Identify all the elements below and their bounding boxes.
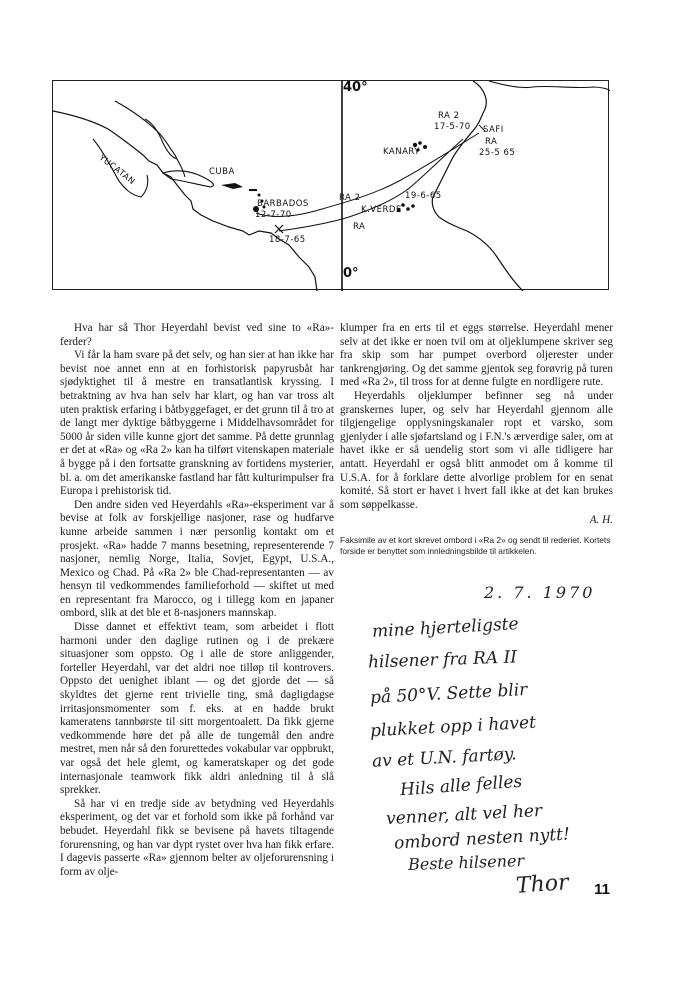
paragraph: Så har vi en tredje side av betydning ved Heyerdahls eksperiment, og det var et forhold som ikke på forhånd var bebudet. Heyerdahl fikk se bevisene på havets tiltagende forurensning, og han var dypt rystet over hva han fikk erfare. I dagevis passerte «Ra» gjennom belter av oljeforurensning i form av olje-: [60, 797, 334, 878]
iberia-coastline: [489, 81, 610, 91]
paragraph: Disse dannet et effektivt team, som arbeidet i flott harmoni under den daglige rutinen og i de prekære situasjoner som oppsto. Og i alle de store anliggender, forteller Heyerdahl, var det aldri noe tilløp til kontrovers. Oppsto det uenighet iblant — og det gjorde det — så skyldtes det gjerne rent trivielle ting, små dagligdagse irritasjonsmomenter som f. eks. at en hadde brukt kameratens tannbørste til sitt morgentoalett. Da fikk gjerne vedkommende høre det på alle de tungemål den andre mestret, men når så den forurettedes vokabular var oppbrukt, var også det hele glemt, og kameratskaper og det gode internasjonale teamwork fikk aldri anledning til å slå sprekker.: [60, 621, 334, 797]
latitude-40-label: 40°: [343, 80, 368, 95]
kverde-label: K.VERDE: [361, 205, 402, 215]
cuba-island: [163, 171, 213, 187]
handwritten-date: 2. 7. 1970: [484, 583, 596, 602]
latitude-0-label: 0°: [343, 266, 359, 281]
paragraph: Heyerdahls oljeklumper befinner seg nå under granskernes luper, og selv har Heyerdahl gjennom alle tilgjengelige opplysningskanaler ropt et varsko, som gjenlyder i alle sjøfartsland og i F.N.'s ærverdige saler, om at havet ikke er så uendelig stort som vi alle tidligere har antatt. Heyerdahl er også blitt anmodet om å komme til U.S.A. for å forklare dette alvorlige problem for en senat komité. Så stort er havet i hvert fall ikke at det kan brukes som søppelkasse.: [340, 389, 613, 511]
kanary-label: KANARY: [383, 147, 420, 157]
hispaniola-island: [221, 183, 243, 189]
handwritten-line: mine hjerteligste: [371, 614, 520, 642]
ra-end-marker: [275, 225, 283, 233]
facsimile-caption: Faksimile av et kort skrevet ombord i «Ra 2» og sendt til rederiet. Kortets forside er benyttet som innledningsbilde til artikkelen.: [340, 535, 611, 556]
paragraph: klumper fra en erts til et eggs størrelse. Heyerdahl mener selv at det ikke er noen tvil om at oljeklumpene skriver seg fra skip som har pumpet overbord oljerester under tankrengjøring. Og det samme gjentok seg forøvrig på turen med «Ra 2», til tross for at denne fulgte en nordligere rute.: [340, 322, 613, 389]
gulf-coast: [115, 101, 185, 177]
ra-low-label: RA: [353, 222, 366, 232]
cuba-label: CUBA: [209, 167, 235, 177]
article-column-left: [60, 322, 334, 879]
article-column-right: [340, 322, 613, 528]
handwritten-line: Hils alle felles: [399, 771, 523, 801]
barbados-label: BARBADOS: [257, 199, 309, 209]
ra-label: RA: [485, 137, 498, 147]
route-map: [52, 80, 609, 290]
page-number: 11: [594, 881, 610, 898]
paragraph: Vi får la ham svare på det selv, og han sier at han ikke har bevist noe annet enn at en forhistorisk papyrusbåt har sjødyktighet til å mestre en transatlantisk kryssing. I betraktning av hva han selv har klart, og han var tross alt uten praktisk erfaring i båtbyggefaget, er det grunn til å tro at de langt mer dyktige båtbyggerne i Middelhavsområdet for 5000 år siden ville kunne gjort det samme. På dette grunnlag er det at «Ra» og «Ra 2» kan ha tilført vitenskapen materiale å bygge på i den fortsatte granskning av fortidens mysterier, bl. a. om det amerikanske fastland har fått kulturimpulser fra Europa i prehistorisk tid.: [60, 349, 334, 498]
yucatan-label: YUCATAN: [96, 153, 137, 188]
paragraph: Hva har så Thor Heyerdahl bevist ved sine to «Ra»-ferder?: [60, 322, 334, 348]
barbados-date-label: 12-7-70: [255, 210, 292, 220]
article-signature: A. H.: [589, 514, 613, 527]
landing-date-label: 18-7-65: [269, 235, 306, 245]
handwritten-signature: Thor: [515, 870, 570, 899]
handwritten-line: venner, alt vel her: [385, 800, 543, 830]
handwritten-line: Beste hilsener: [407, 850, 525, 875]
handwritten-line: hilsener fra RA II: [367, 647, 518, 673]
handwritten-line: av et U.N. fartøy.: [371, 744, 518, 772]
route-ra: [279, 139, 463, 231]
ra-date-label: 25-5 65: [479, 148, 516, 158]
ra2-label: RA 2: [438, 111, 460, 121]
handwritten-line: ombord nesten nytt!: [393, 824, 571, 854]
kverde-date-label: 19-6-65: [405, 191, 442, 201]
ra2-mid-label: RA 2: [339, 193, 361, 203]
puerto-rico-island: [249, 189, 257, 191]
ra2-date-label: 17-5-70: [434, 122, 471, 132]
handwritten-line: på 50°V. Sette blir: [369, 679, 528, 709]
paragraph: Den andre siden ved Heyerdahls «Ra»-eksperiment var å bevise at folk av forskjellige nasjoner, rase og hudfarve kunne arbeide sammen i nær personlig kontakt om et prosjekt. «Ra» hadde 7 manns besetning, representerende 7 nasjoner, nemlig Norge, Italia, Sovjet, Egypt, U.S.A., Mexico og Chad. På «Ra 2» ble Chad-representanten — av hensyn til vedkommendes familieforhold — skiftet ut med en representant fra Marocco, og i tillegg kom en japaner ombord, slik at det ble et 8-nasjoners mannskap.: [60, 498, 334, 620]
map-drawing: [53, 81, 610, 291]
handwritten-line: plukket opp i havet: [369, 712, 537, 742]
safi-label: SAFI: [483, 125, 504, 135]
